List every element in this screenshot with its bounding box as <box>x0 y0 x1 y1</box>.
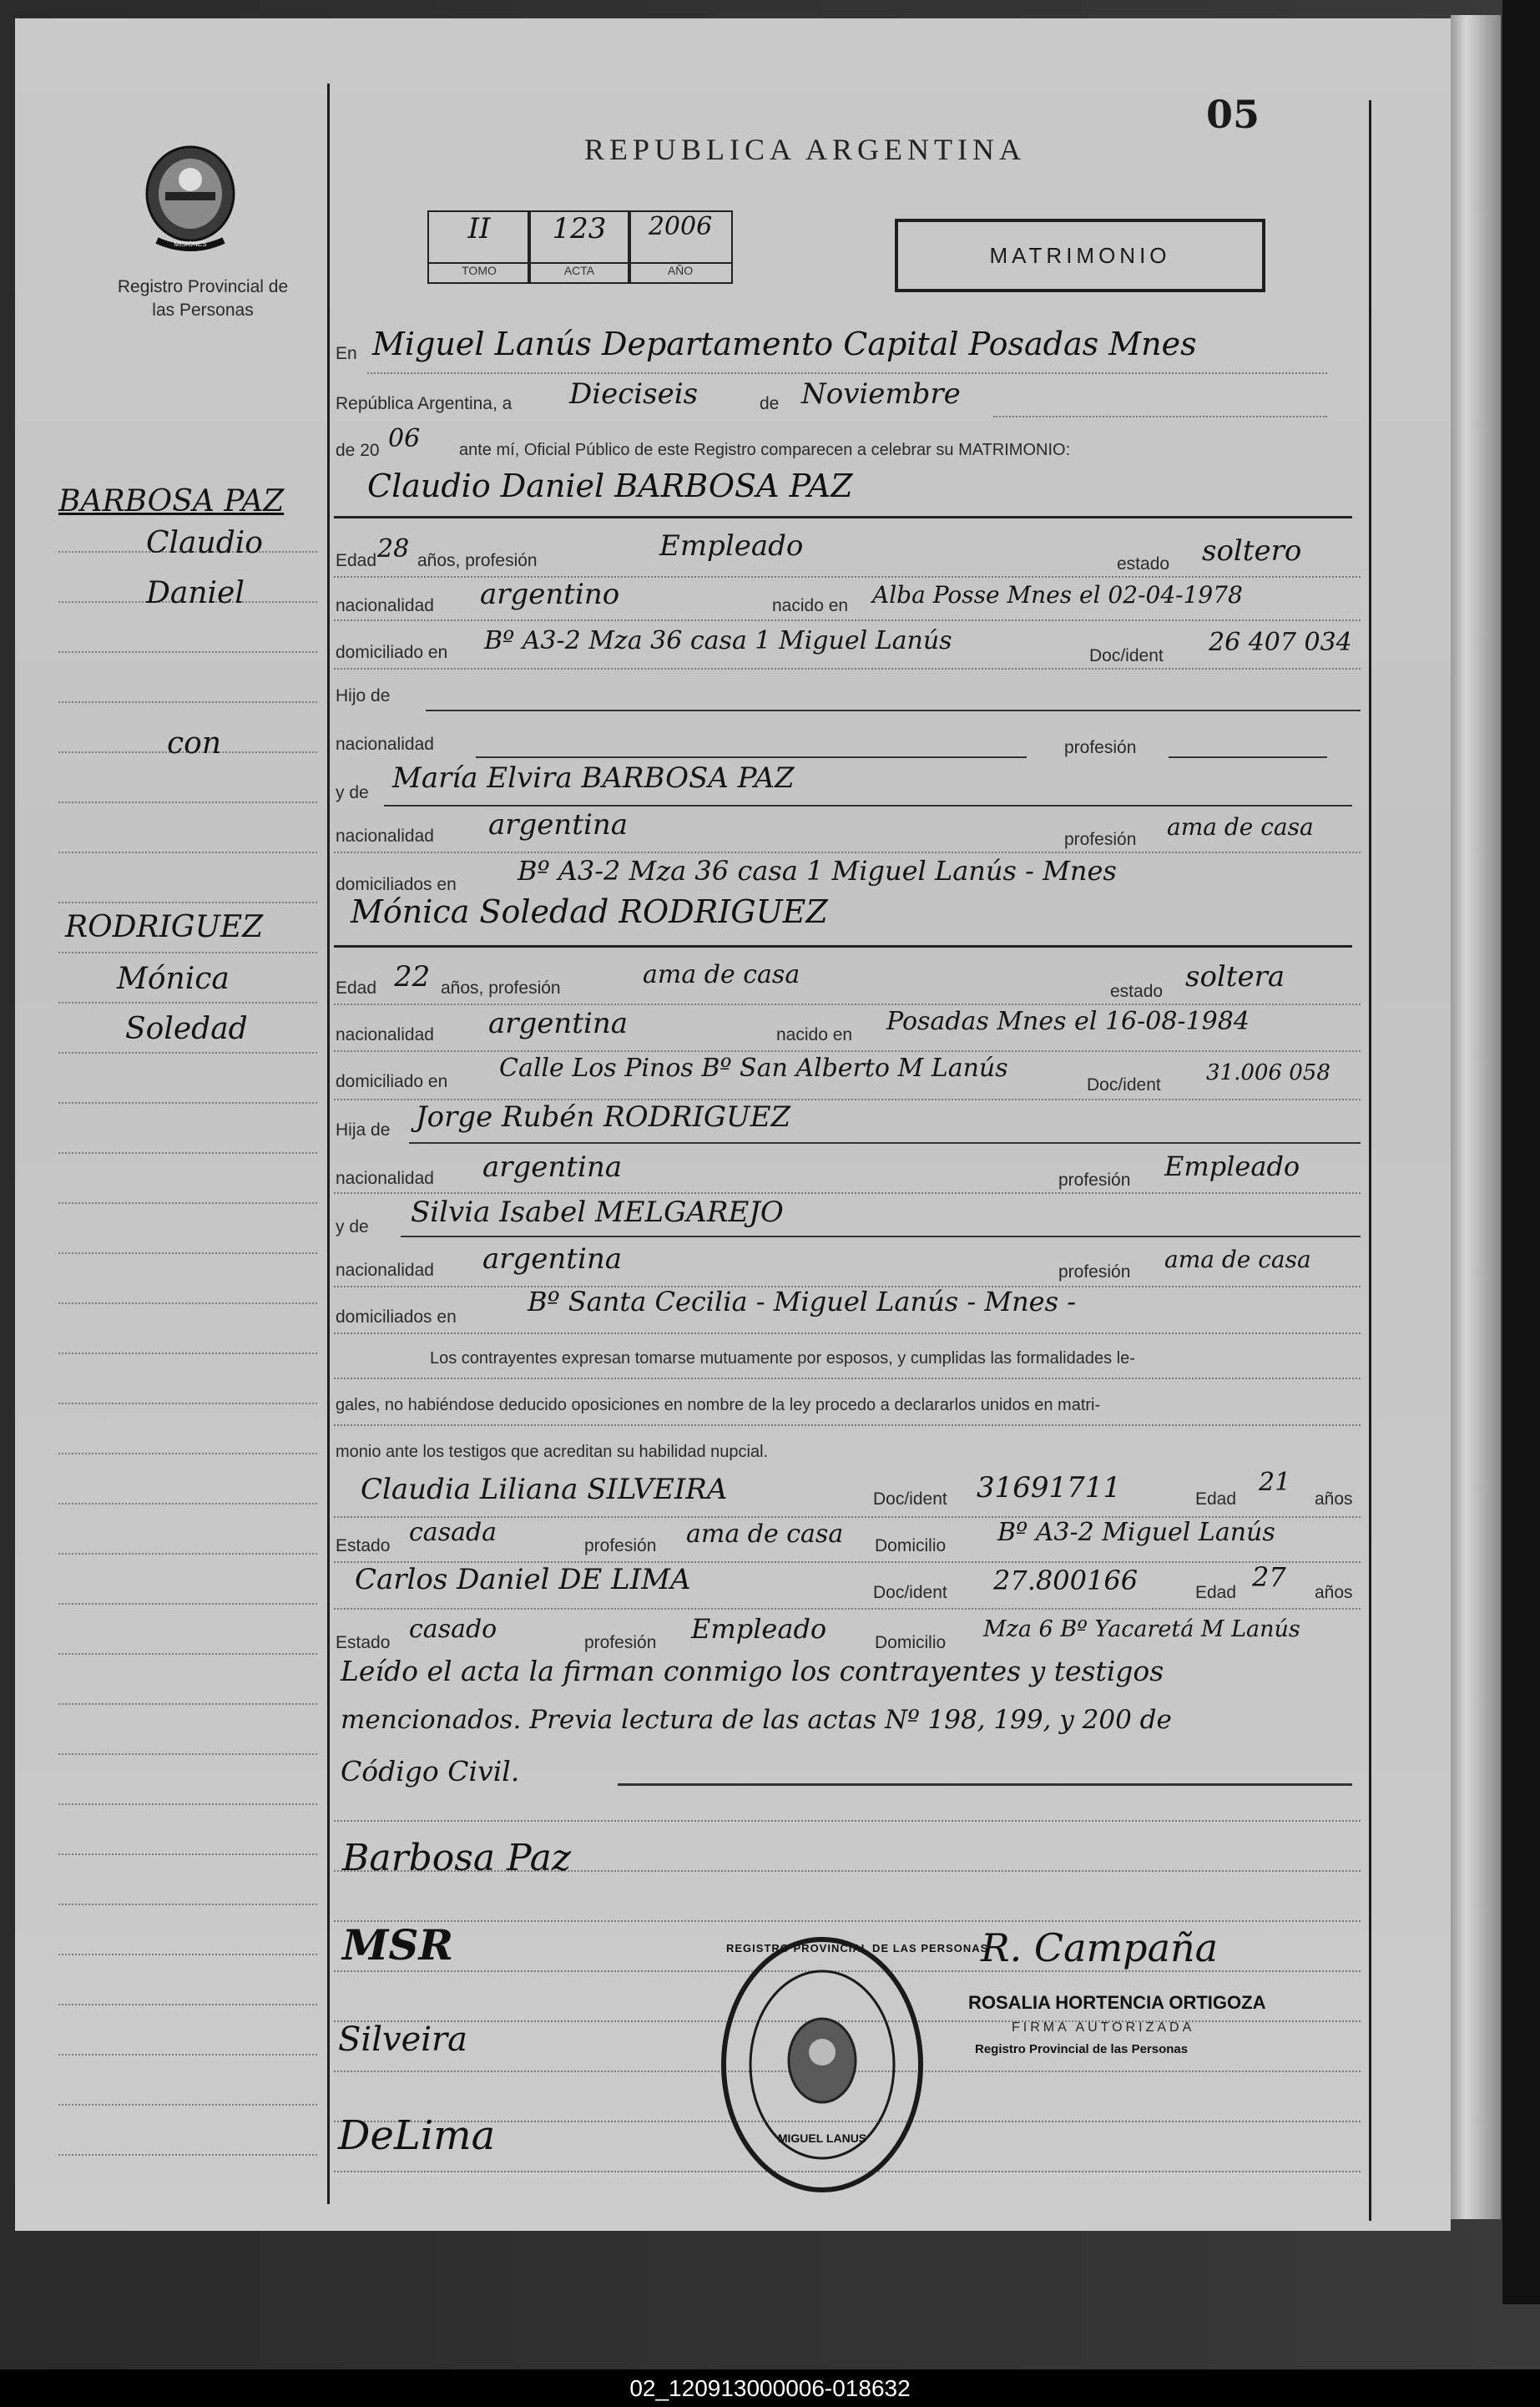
margin-groom-first: Claudio <box>146 526 263 560</box>
witness-2-profession: Empleado <box>691 1613 827 1645</box>
line <box>334 516 1352 518</box>
margin-rule <box>58 2004 317 2005</box>
day: Dieciseis <box>569 377 699 411</box>
groom-father-label: Hijo de <box>336 686 391 705</box>
witness-1-status-label: Estado <box>336 1536 391 1555</box>
bride-address: Calle Los Pinos Bº San Alberto M Lanús <box>499 1054 1008 1083</box>
groom-father-profession-label: profesión <box>1064 738 1137 757</box>
bride-parents-address: Bº Santa Cecilia - Miguel Lanús - Mnes - <box>528 1286 1077 1317</box>
bride-doc-label: Doc/ident <box>1087 1075 1161 1095</box>
margin-rule <box>58 902 317 903</box>
witness-2-age: 27 <box>1252 1561 1286 1593</box>
groom-profession-label: años, profesión <box>417 551 538 570</box>
bride-nationality: argentina <box>488 1007 629 1040</box>
tomo-cell <box>427 210 531 264</box>
margin-rule <box>58 1302 317 1304</box>
margin-rule <box>58 1603 317 1605</box>
line <box>334 1424 1361 1426</box>
bride-father: Jorge Rubén RODRIGUEZ <box>416 1100 791 1134</box>
bride-name: Mónica Soledad RODRIGUEZ <box>351 893 828 930</box>
margin-rule <box>58 1202 317 1204</box>
line <box>334 668 1361 670</box>
bride-profession-label: años, profesión <box>441 978 561 998</box>
en-label: En <box>336 344 357 363</box>
witness-2-profession-label: profesión <box>584 1633 657 1652</box>
image-footer-id: 02_120913000006-018632 <box>0 2369 1540 2407</box>
body-rule <box>334 1920 1361 1922</box>
line <box>476 756 1027 758</box>
anio-label: AÑO <box>628 262 733 284</box>
bride-parents-address-label: domiciliados en <box>336 1307 457 1327</box>
margin-rule <box>58 701 317 703</box>
margin-rule <box>58 1453 317 1454</box>
groom-birth: Alba Posse Mnes el 02-04-1978 <box>872 581 1243 609</box>
groom-birth-label: nacido en <box>772 596 849 615</box>
margin-rule <box>58 2054 317 2056</box>
groom-mother-label: y de <box>336 783 369 802</box>
margin-rule <box>58 1753 317 1755</box>
groom-address: Bº A3-2 Mza 36 casa 1 Miguel Lanús <box>484 626 952 655</box>
margin-rule <box>58 1152 317 1154</box>
witness-1-status: casada <box>409 1518 497 1547</box>
bride-mother-label: y de <box>336 1217 369 1236</box>
bride-status-label: estado <box>1110 982 1164 1001</box>
groom-address-label: domiciliado en <box>336 643 448 662</box>
margin-rule <box>58 801 317 803</box>
declaration-line-1: Los contrayentes expresan tomarse mutuamente por esposos, y cumplidas las formalidades le- <box>430 1349 1135 1368</box>
declaration-line-3: monio ante los testigos que acreditan su habilidad nupcial. <box>336 1443 769 1461</box>
signature-3: Silveira <box>338 2020 468 2059</box>
groom-mother-nationality-label: nacionalidad <box>336 827 434 846</box>
witness-2-status-label: Estado <box>336 1633 391 1652</box>
margin-groom-surname: BARBOSA PAZ <box>58 484 285 518</box>
groom-mother-profession-label: profesión <box>1064 830 1137 849</box>
margin-bride-first: Mónica <box>117 962 230 996</box>
declaration-line-2: gales, no habiéndose deducido oposiciones en nombre de la ley procedo a declararlos unidos en matri- <box>336 1396 1101 1414</box>
groom-nationality: argentino <box>480 578 620 611</box>
bride-father-profession: Empleado <box>1164 1150 1300 1182</box>
groom-mother-nationality: argentina <box>488 808 629 842</box>
witness-2-doc: 27.800166 <box>993 1565 1139 1596</box>
bride-father-profession-label: profesión <box>1058 1171 1131 1190</box>
groom-parents-address: Bº A3-2 Mza 36 casa 1 Miguel Lanús - Mnes <box>518 855 1117 887</box>
closing-line-1: Leído el acta la firman conmigo los contrayentes y testigos <box>341 1655 1164 1687</box>
groom-profession: Empleado <box>659 529 804 563</box>
acta-value: 123 <box>552 212 607 245</box>
acta-label: ACTA <box>528 262 631 284</box>
margin-rule <box>58 1553 317 1555</box>
registry-name: Registro Provincial de las Personas <box>117 277 289 320</box>
witness-1-doc-label: Doc/ident <box>873 1489 947 1509</box>
witness-2-name: Carlos Daniel DE LIMA <box>355 1563 691 1596</box>
anio-cell <box>628 210 733 264</box>
bride-mother-nationality: argentina <box>482 1242 623 1276</box>
year-suffix: 06 <box>388 424 421 453</box>
groom-father-nationality-label: nacionalidad <box>336 735 434 754</box>
right-column-rule <box>1369 100 1371 2221</box>
groom-status: soltero <box>1202 534 1302 568</box>
spine-shadow <box>1502 0 1540 2304</box>
bride-mother-nationality-label: nacionalidad <box>336 1261 434 1280</box>
line <box>334 619 1361 621</box>
closing-line-3: Código Civil. <box>341 1755 520 1788</box>
margin-bride-second: Soledad <box>125 1012 248 1046</box>
officer-office: Registro Provincial de las Personas <box>975 2042 1189 2056</box>
margin-rule <box>58 1102 317 1104</box>
emblem-label: MISIONES <box>174 240 207 248</box>
margin-rule <box>58 1703 317 1705</box>
witness-2-status: casado <box>409 1615 497 1644</box>
margin-rule <box>58 852 317 853</box>
body-rule <box>334 1820 1361 1822</box>
officer-name: ROSALIA HORTENCIA ORTIGOZA <box>968 1992 1266 2013</box>
bride-father-nationality-label: nacionalidad <box>336 1169 434 1188</box>
witness-1-profession: ama de casa <box>686 1520 844 1549</box>
bride-mother: Silvia Isabel MELGAREJO <box>411 1196 784 1229</box>
bride-age: 22 <box>394 960 431 994</box>
line <box>426 710 1361 711</box>
groom-parents-address-label: domiciliados en <box>336 875 457 894</box>
statement: ante mí, Oficial Público de este Registro comparecen a celebrar su MATRIMONIO: <box>459 441 1071 459</box>
witness-1-address-label: Domicilio <box>875 1536 947 1555</box>
bride-father-label: Hija de <box>336 1120 391 1140</box>
signature-2: MSR <box>342 1920 454 1970</box>
margin-rule <box>58 2154 317 2156</box>
groom-name: Claudio Daniel BARBOSA PAZ <box>367 468 853 504</box>
margin-rule <box>58 1653 317 1655</box>
bride-status: soltera <box>1185 960 1285 994</box>
margin-con: con <box>167 726 222 761</box>
bride-birth-label: nacido en <box>776 1025 853 1044</box>
bride-mother-profession-label: profesión <box>1058 1262 1131 1282</box>
closing-line-2: mencionados. Previa lectura de las actas Nº 198, 199, y 200 de <box>341 1705 1172 1735</box>
groom-age-label: Edad <box>336 551 377 570</box>
witness-2-age-label: Edad <box>1195 1583 1237 1602</box>
page-number: 05 <box>1206 92 1260 137</box>
record-type: MATRIMONIO <box>989 243 1171 268</box>
month: Noviembre <box>801 377 961 411</box>
left-column-rule <box>327 83 330 2204</box>
margin-rule <box>58 1002 317 1004</box>
line <box>334 1608 1361 1610</box>
groom-mother-profession: ama de casa <box>1167 813 1314 841</box>
seal-city: MIGUEL LANUS <box>777 2131 867 2145</box>
officer-signature: R. Campaña <box>981 1925 1219 1970</box>
line <box>384 805 1352 807</box>
line <box>334 945 1352 948</box>
margin-rule <box>58 2104 317 2106</box>
groom-status-label: estado <box>1117 554 1170 574</box>
page-edge <box>1451 15 1501 2219</box>
groom-doc-label: Doc/ident <box>1089 646 1164 665</box>
bride-profession: ama de casa <box>643 960 800 989</box>
signature-4: DeLima <box>338 2112 496 2159</box>
margin-rule <box>58 1353 317 1354</box>
bride-address-label: domiciliado en <box>336 1072 448 1091</box>
line <box>334 1332 1361 1334</box>
margin-rule <box>58 1252 317 1254</box>
margin-bride-surname: RODRIGUEZ <box>65 910 264 944</box>
line <box>1169 756 1327 758</box>
line <box>409 1142 1361 1144</box>
witness-1-name: Claudia Liliana SILVEIRA <box>361 1473 728 1506</box>
year-prefix: de 20 <box>336 441 380 460</box>
witness-1-doc: 31691711 <box>977 1471 1122 1504</box>
witness-2-address: Mza 6 Bº Yacaretá M Lanús <box>983 1616 1300 1642</box>
line <box>993 416 1327 417</box>
line <box>401 1236 1361 1237</box>
line <box>334 1378 1361 1379</box>
anio-value: 2006 <box>648 212 713 241</box>
tomo-value: II <box>467 212 491 245</box>
margin-rule <box>58 1853 317 1855</box>
bride-mother-profession: ama de casa <box>1164 1246 1311 1273</box>
margin-rule <box>58 651 317 653</box>
bride-birth: Posadas Mnes el 16-08-1984 <box>886 1007 1250 1036</box>
groom-doc: 26 407 034 <box>1209 628 1352 657</box>
line <box>334 1192 1361 1194</box>
witness-2-anos-label: años <box>1315 1583 1353 1602</box>
bride-nationality-label: nacionalidad <box>336 1025 434 1044</box>
witness-1-address: Bº A3-2 Miguel Lanús <box>997 1518 1275 1547</box>
line <box>367 372 1327 374</box>
margin-rule <box>58 1803 317 1805</box>
groom-age: 28 <box>377 534 410 564</box>
line <box>334 852 1361 853</box>
tomo-label: TOMO <box>427 262 531 284</box>
margin-rule <box>58 1403 317 1404</box>
margin-rule <box>58 1503 317 1504</box>
margin-rule <box>58 1954 317 1955</box>
signature-1: Barbosa Paz <box>342 1837 572 1879</box>
margin-rule <box>58 952 317 953</box>
witness-1-age: 21 <box>1259 1468 1291 1497</box>
witness-1-anos-label: años <box>1315 1489 1353 1509</box>
groom-mother: María Elvira BARBOSA PAZ <box>392 761 795 795</box>
line <box>334 1050 1361 1052</box>
de-label: de <box>760 394 780 413</box>
provincial-emblem <box>140 142 240 259</box>
witness-2-doc-label: Doc/ident <box>873 1583 947 1602</box>
officer-role: FIRMA AUTORIZADA <box>1012 2020 1195 2035</box>
line <box>618 1783 1352 1786</box>
official-seal <box>718 1935 989 2194</box>
page-title: REPUBLICA ARGENTINA <box>584 133 1027 166</box>
bride-doc: 31.006 058 <box>1206 1060 1330 1085</box>
bride-age-label: Edad <box>336 978 377 998</box>
witness-1-profession-label: profesión <box>584 1536 657 1555</box>
witness-1-age-label: Edad <box>1195 1489 1237 1509</box>
witness-2-address-label: Domicilio <box>875 1633 947 1652</box>
acta-cell <box>528 210 631 264</box>
seal-text: REGISTRO PROVINCIAL DE LAS PERSONAS <box>726 1942 989 1954</box>
record-type-box <box>895 219 1265 292</box>
margin-rule <box>58 1904 317 1905</box>
margin-groom-second: Daniel <box>146 576 245 610</box>
groom-nationality-label: nacionalidad <box>336 596 434 615</box>
republica-label: República Argentina, a <box>336 394 512 413</box>
place: Miguel Lanús Departamento Capital Posadas Mnes <box>372 326 1197 362</box>
margin-rule <box>58 1052 317 1054</box>
line <box>334 1004 1361 1005</box>
bride-father-nationality: argentina <box>482 1150 623 1184</box>
